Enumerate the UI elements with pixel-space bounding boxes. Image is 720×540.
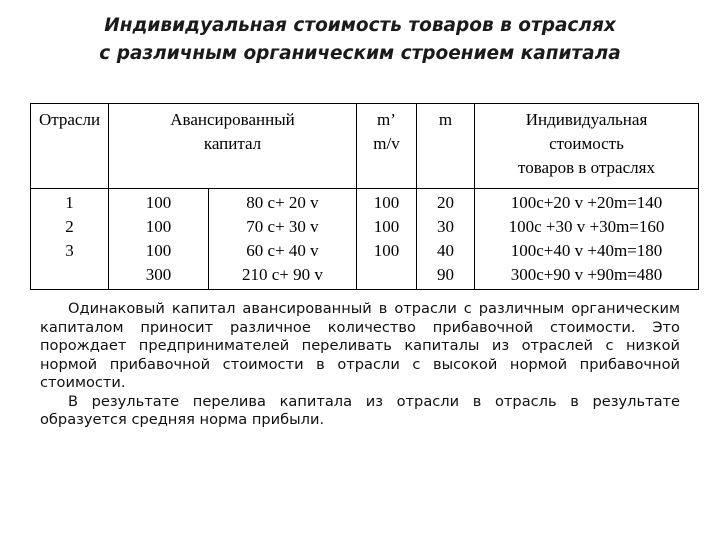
table-cell: 100c+40 v +40m=180 — [510, 241, 663, 260]
table-cell: 300 — [145, 265, 172, 284]
table-cell: 100 — [373, 193, 400, 212]
table-cell: 80 c+ 20 v — [246, 193, 319, 212]
header-branches: Отрасли — [31, 104, 109, 189]
table-header-row — [31, 104, 699, 189]
body-text — [40, 300, 680, 430]
table-cell: 100 — [145, 217, 172, 236]
individual-value-column — [475, 189, 699, 290]
page-title — [0, 12, 720, 68]
paragraph-2: В результате перелива капитала из отрасли в отрасль в результате образуется средняя норма прибыли. — [40, 392, 680, 428]
table-cell: 100c +30 v +30m=160 — [508, 217, 665, 236]
capital-table — [30, 103, 699, 290]
table-cell: 60 c+ 40 v — [246, 241, 319, 260]
table-cell: 20 — [437, 193, 454, 212]
table-cell — [357, 263, 416, 287]
table-cell: 1 — [65, 193, 74, 212]
table-cell — [31, 263, 108, 287]
table-cell: 100c+20 v +20m=140 — [510, 193, 663, 212]
header-advanced-capital: Авансированный капитал — [109, 104, 357, 189]
header-surplus-value: m — [417, 104, 475, 189]
table-cell: 100 — [145, 241, 172, 260]
paragraph-1: Одинаковый капитал авансированный в отрасли с различным органическим капиталом приносит различное количество прибавочной стоимости. Это порождает предпринимателей переливать капиталы из отраслей с низкой нормой прибавочной стоимости в отрасли с высокой нормой прибавочной стоимости. — [40, 300, 680, 391]
table-body-row — [31, 189, 699, 290]
branches-column — [31, 189, 109, 290]
capital-total-column — [109, 189, 209, 290]
table-cell: 70 c+ 30 v — [246, 217, 319, 236]
table-cell: 100 — [373, 217, 400, 236]
surplus-rate-column — [357, 189, 417, 290]
table-cell: 40 — [437, 241, 454, 260]
surplus-value-column — [417, 189, 475, 290]
table-cell: 100 — [145, 193, 172, 212]
table-cell: 30 — [437, 217, 454, 236]
table-cell: 300c+90 v +90m=480 — [510, 265, 663, 284]
header-surplus-rate: m’ m/v — [357, 104, 417, 189]
title-line-2: с различным органическим строением капитала — [99, 43, 621, 64]
table-cell: 2 — [65, 217, 74, 236]
header-individual-value: Индивидуальная стоимость товаров в отраслях — [475, 104, 699, 189]
table-cell: 210 c+ 90 v — [242, 265, 323, 284]
capital-structure-column — [209, 189, 357, 290]
table-cell: 90 — [437, 265, 454, 284]
table-cell: 100 — [373, 241, 400, 260]
title-line-1: Индивидуальная стоимость товаров в отраслях — [104, 15, 616, 36]
table-cell: 3 — [65, 241, 74, 260]
